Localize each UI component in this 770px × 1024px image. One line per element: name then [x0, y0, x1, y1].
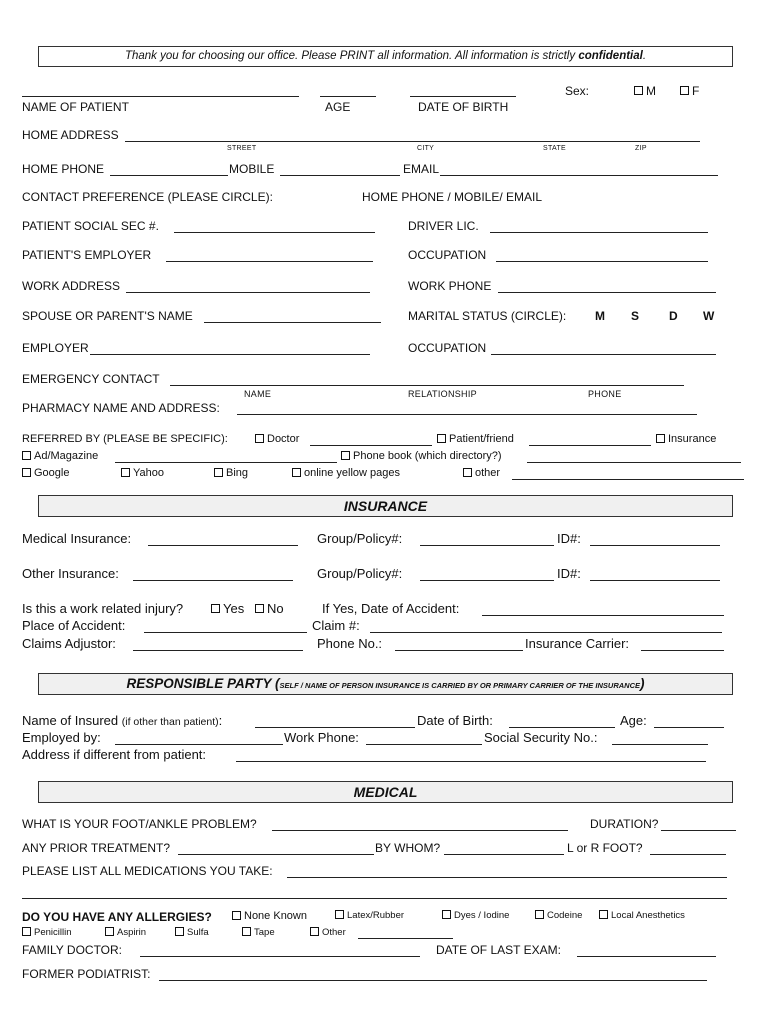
referral-phonebook-field[interactable] — [527, 462, 741, 463]
group-policy-2-field[interactable] — [420, 580, 554, 581]
em-phone-caption: PHONE — [588, 389, 622, 399]
checkbox-icon — [121, 468, 130, 477]
checkbox-icon — [680, 86, 689, 95]
work-address-field[interactable] — [126, 292, 370, 293]
referral-yellow-pages-option[interactable]: online yellow pages — [292, 467, 400, 479]
accident-place-field[interactable] — [144, 632, 307, 633]
mobile-field[interactable] — [280, 175, 400, 176]
checkbox-icon — [22, 927, 31, 936]
home-phone-label: HOME PHONE — [22, 162, 105, 176]
group-policy-2-label: Group/Policy#: — [317, 566, 403, 581]
adjustor-phone-field[interactable] — [395, 650, 523, 651]
insured-work-phone-label: Work Phone: — [284, 730, 359, 745]
checkbox-icon — [255, 604, 264, 613]
checkbox-icon — [634, 86, 643, 95]
checkbox-icon — [175, 927, 184, 936]
ssn-2-label: Social Security No.: — [484, 730, 598, 745]
medical-section-title: MEDICAL — [38, 781, 733, 803]
allergy-other-option[interactable]: Other — [310, 927, 346, 938]
street-caption: STREET — [227, 145, 257, 152]
checkbox-icon — [22, 451, 31, 460]
allergy-none-known-option[interactable]: None Known — [232, 910, 307, 922]
insured-age-label: Age: — [620, 713, 647, 728]
checkbox-icon — [214, 468, 223, 477]
allergy-other-field[interactable] — [358, 938, 453, 939]
patient-employer-field[interactable] — [166, 261, 373, 262]
medications-label: PLEASE LIST ALL MEDICATIONS YOU TAKE: — [22, 864, 273, 878]
medical-insurance-field[interactable] — [148, 545, 298, 546]
prior-treatment-field[interactable] — [178, 854, 374, 855]
allergy-tape-option[interactable]: Tape — [242, 927, 275, 938]
former-podiatrist-label: FORMER PODIATRIST: — [22, 967, 151, 981]
allergies-label: DO YOU HAVE ANY ALLERGIES? — [22, 910, 212, 924]
city-caption: CITY — [417, 145, 435, 152]
driver-lic-field[interactable] — [490, 232, 708, 233]
referral-ad-field[interactable] — [115, 462, 337, 463]
id-1-field[interactable] — [590, 545, 720, 546]
duration-label: DURATION? — [590, 817, 659, 831]
insurance-carrier-label: Insurance Carrier: — [525, 636, 630, 651]
marital-option-s[interactable]: S — [631, 309, 640, 323]
other-insurance-field[interactable] — [133, 580, 293, 581]
pharmacy-field[interactable] — [237, 414, 697, 415]
home-phone-field[interactable] — [110, 175, 228, 176]
checkbox-icon — [335, 910, 344, 919]
referral-insurance-option[interactable]: Insurance — [656, 433, 716, 445]
last-exam-field[interactable] — [577, 956, 716, 957]
insured-address-label: Address if different from patient: — [22, 747, 207, 762]
dob-field[interactable] — [410, 96, 516, 97]
referral-other-option[interactable]: other — [463, 467, 500, 479]
checkbox-icon — [656, 434, 665, 443]
allergy-local-anesthetics-option[interactable]: Local Anesthetics — [599, 910, 685, 921]
accident-date-label: If Yes, Date of Accident: — [322, 601, 460, 616]
referral-bing-option[interactable]: Bing — [214, 467, 248, 479]
by-whom-field[interactable] — [444, 854, 564, 855]
occupation-2-label: OCCUPATION — [408, 341, 487, 355]
group-policy-1-label: Group/Policy#: — [317, 531, 403, 546]
marital-option-m[interactable]: M — [595, 309, 605, 323]
occupation-2-field[interactable] — [491, 354, 716, 355]
work-injury-no-option[interactable]: No — [255, 601, 284, 616]
checkbox-icon — [442, 910, 451, 919]
family-doctor-field[interactable] — [140, 956, 420, 957]
pharmacy-label: PHARMACY NAME AND ADDRESS: — [22, 401, 220, 415]
allergy-dyes-option[interactable]: Dyes / Iodine — [442, 910, 509, 921]
checkbox-icon — [242, 927, 251, 936]
work-address-label: WORK ADDRESS — [22, 279, 121, 293]
referral-doctor-field[interactable] — [310, 445, 432, 446]
patient-employer-label: PATIENT'S EMPLOYER — [22, 248, 152, 262]
checkbox-icon — [535, 910, 544, 919]
work-phone-field[interactable] — [498, 292, 716, 293]
em-name-caption: NAME — [244, 389, 272, 399]
foot-problem-field[interactable] — [272, 830, 568, 831]
by-whom-label: BY WHOM? — [375, 841, 441, 855]
l-or-r-foot-label: L or R FOOT? — [567, 841, 643, 855]
insured-name-field[interactable] — [255, 727, 415, 728]
home-address-field[interactable] — [125, 141, 700, 142]
work-injury-yes-option[interactable]: Yes — [211, 601, 244, 616]
family-doctor-label: FAMILY DOCTOR: — [22, 943, 123, 957]
occupation-label: OCCUPATION — [408, 248, 487, 262]
marital-option-w[interactable]: W — [703, 309, 715, 323]
sex-label: Sex: — [565, 84, 590, 98]
foot-problem-label: WHAT IS YOUR FOOT/ANKLE PROBLEM? — [22, 817, 257, 831]
driver-lic-label: DRIVER LIC. — [408, 219, 479, 233]
medical-insurance-label: Medical Insurance: — [22, 531, 132, 546]
referral-patient-field[interactable] — [529, 445, 651, 446]
email-label: EMAIL — [403, 162, 440, 176]
allergy-penicillin-option[interactable]: Penicillin — [22, 927, 72, 938]
checkbox-icon — [437, 434, 446, 443]
claim-label: Claim #: — [312, 618, 360, 633]
contact-preference-options[interactable]: HOME PHONE / MOBILE/ EMAIL — [362, 190, 543, 204]
sex-f-option[interactable]: F — [680, 84, 699, 98]
checkbox-icon — [255, 434, 264, 443]
employed-by-field[interactable] — [115, 744, 283, 745]
employer-label: EMPLOYER — [22, 341, 89, 355]
referred-by-label: REFERRED BY (PLEASE BE SPECIFIC): — [22, 433, 228, 445]
responsible-party-section-title: RESPONSIBLE PARTY (SELF / NAME OF PERSON INSURANCE IS CARRIED BY OR PRIMARY CARRIER OF THE INSURANCE) — [38, 673, 733, 695]
l-or-r-foot-field[interactable] — [650, 854, 726, 855]
medications-field-2[interactable] — [22, 898, 727, 899]
insurance-carrier-field[interactable] — [641, 650, 724, 651]
emergency-contact-field[interactable] — [170, 385, 684, 386]
ssn-2-field[interactable] — [612, 744, 708, 745]
allergy-aspirin-option[interactable]: Aspirin — [105, 927, 146, 938]
marital-option-d[interactable]: D — [669, 309, 678, 323]
insured-dob-label: Date of Birth: — [417, 713, 493, 728]
claim-field[interactable] — [370, 632, 722, 633]
referral-yahoo-option[interactable]: Yahoo — [121, 467, 164, 479]
referral-phonebook-option[interactable]: Phone book (which directory?) — [341, 450, 502, 462]
referral-doctor-option[interactable]: Doctor — [255, 433, 299, 445]
age-label: AGE — [325, 100, 351, 114]
insured-age-field[interactable] — [654, 727, 724, 728]
employed-by-label: Employed by: — [22, 730, 101, 745]
sex-m-option[interactable]: M — [634, 84, 656, 98]
marital-status-label: MARITAL STATUS (CIRCLE): — [408, 309, 567, 323]
em-relationship-caption: RELATIONSHIP — [408, 389, 477, 399]
email-field[interactable] — [440, 175, 718, 176]
work-injury-label: Is this a work related injury? — [22, 601, 184, 616]
last-exam-label: DATE OF LAST EXAM: — [436, 943, 561, 957]
id-2-field[interactable] — [590, 580, 720, 581]
insured-name-label: Name of Insured (if other than patient): — [22, 713, 223, 728]
checkbox-icon — [211, 604, 220, 613]
emergency-contact-label: EMERGENCY CONTACT — [22, 372, 160, 386]
checkbox-icon — [105, 927, 114, 936]
checkbox-icon — [310, 927, 319, 936]
claims-adjustor-field[interactable] — [133, 650, 303, 651]
referral-patient-option[interactable]: Patient/friend — [437, 433, 514, 445]
ssn-field[interactable] — [174, 232, 375, 233]
duration-field[interactable] — [661, 830, 736, 831]
allergy-codeine-option[interactable]: Codeine — [535, 910, 582, 921]
checkbox-icon — [232, 911, 241, 920]
allergy-sulfa-option[interactable]: Sulfa — [175, 927, 209, 938]
checkbox-icon — [599, 910, 608, 919]
spouse-field[interactable] — [204, 322, 381, 323]
ssn-label: PATIENT SOCIAL SEC #. — [22, 219, 159, 233]
adjustor-phone-label: Phone No.: — [317, 636, 383, 651]
checkbox-icon — [292, 468, 301, 477]
insured-work-phone-field[interactable] — [366, 744, 482, 745]
accident-date-field[interactable] — [482, 615, 724, 616]
referral-ad-option[interactable]: Ad/Magazine — [22, 450, 98, 462]
zip-caption: ZIP — [635, 145, 647, 152]
referral-google-option[interactable]: Google — [22, 467, 69, 479]
patient-name-field[interactable] — [22, 96, 299, 97]
employer-field[interactable] — [90, 354, 370, 355]
medications-field-1[interactable] — [287, 877, 727, 878]
checkbox-icon — [22, 468, 31, 477]
other-insurance-label: Other Insurance: — [22, 566, 119, 581]
contact-preference-label: CONTACT PREFERENCE (PLEASE CIRCLE): — [22, 190, 273, 204]
work-phone-label: WORK PHONE — [408, 279, 492, 293]
home-address-label: HOME ADDRESS — [22, 128, 119, 142]
prior-treatment-label: ANY PRIOR TREATMENT? — [22, 841, 171, 855]
dob-label: DATE OF BIRTH — [418, 100, 509, 114]
insurance-section-title: INSURANCE — [38, 495, 733, 517]
age-field[interactable] — [320, 96, 376, 97]
group-policy-1-field[interactable] — [420, 545, 554, 546]
state-caption: STATE — [543, 145, 567, 152]
spouse-label: SPOUSE OR PARENT'S NAME — [22, 309, 193, 323]
claims-adjustor-label: Claims Adjustor: — [22, 636, 116, 651]
accident-place-label: Place of Accident: — [22, 618, 126, 633]
confidentiality-note: Thank you for choosing our office. Please PRINT all information. All information is strictly confidential. — [38, 46, 733, 67]
checkbox-icon — [463, 468, 472, 477]
former-podiatrist-field[interactable] — [159, 980, 707, 981]
patient-name-label: NAME OF PATIENT — [22, 100, 129, 114]
referral-other-field[interactable] — [512, 479, 744, 480]
occupation-field[interactable] — [496, 261, 708, 262]
insured-address-field[interactable] — [236, 761, 706, 762]
allergy-latex-option[interactable]: Latex/Rubber — [335, 910, 404, 921]
insured-dob-field[interactable] — [509, 727, 615, 728]
checkbox-icon — [341, 451, 350, 460]
id-1-label: ID#: — [557, 531, 581, 546]
mobile-label: MOBILE — [229, 162, 275, 176]
id-2-label: ID#: — [557, 566, 581, 581]
